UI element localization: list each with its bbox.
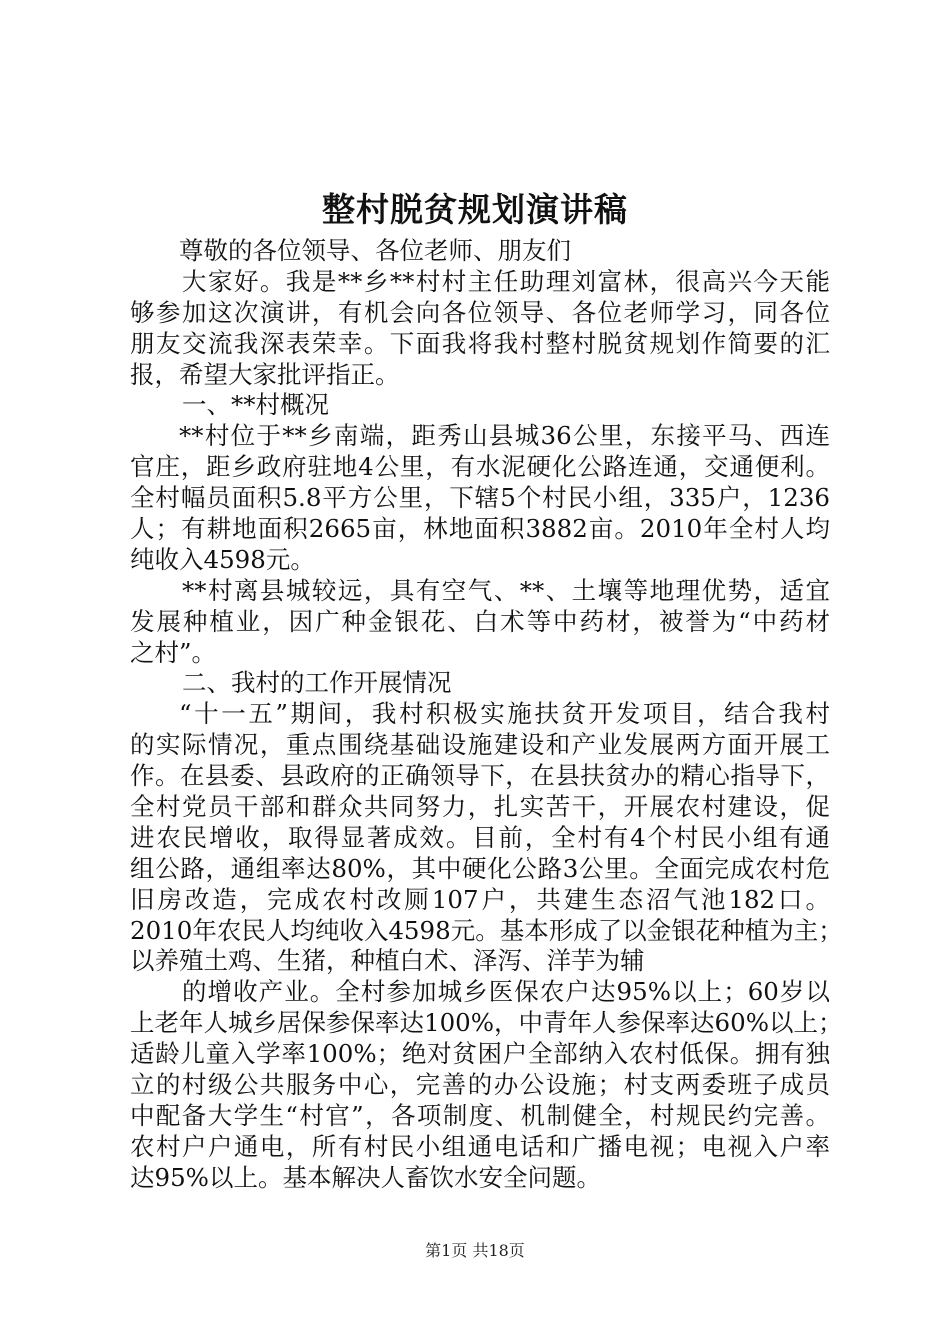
text-line: 之村”。: [130, 637, 217, 667]
text-line: **村离县城较远，具有空气、**、土壤等地理优势，适宜: [182, 575, 830, 605]
text-line: 全村幅员面积5.8平方公里，下辖5个村民小组，335户，1236: [130, 483, 830, 513]
text-line: 大家好。我是**乡**村村主任助理刘富林，很高兴今天能: [182, 266, 830, 296]
text-line: 报，希望大家批评指正。: [130, 359, 400, 389]
text-line: 旧房改造，完成农村改厕107户，共建生态沼气池182口。: [130, 884, 830, 914]
text-line: 作。在县委、县政府的正确领导下，在县扶贫办的精心指导下，: [130, 761, 830, 791]
text-line: 达95%以上。基本解决人畜饮水安全问题。: [130, 1162, 601, 1192]
page-number: 第1页 共18页: [425, 1241, 525, 1260]
text-line: 发展种植业，因广种金银花、白术等中药材，被誉为“中药材: [130, 606, 830, 636]
text-line: 朋友交流我深表荣幸。下面我将我村整村脱贫规划作简要的汇: [130, 328, 830, 358]
text-line: 够参加这次演讲，有机会向各位领导、各位老师学习，同各位: [130, 297, 830, 327]
document-body: [130, 236, 843, 1194]
text-line: 进农民增收，取得显著成效。目前，全村有4个村民小组有通: [130, 822, 830, 852]
text-line: 以养殖土鸡、生猪，种植白术、泽泻、洋芋为辅: [130, 946, 645, 976]
text-line: 组公路，通组率达80%，其中硬化公路3公里。全面完成农村危: [130, 853, 830, 883]
text-line: 尊敬的各位领导、各位老师、朋友们: [179, 236, 571, 265]
text-line: 农村户户通电，所有村民小组通电话和广播电视；电视入户率: [130, 1131, 830, 1161]
text-line: 纯收入4598元。: [130, 544, 315, 574]
text-line: 2010年农民人均纯收入4598元。基本形成了以金银花种植为主；: [130, 915, 843, 945]
text-line: 上老年人城乡居保参保率达100%，中青年人参保率达60%以上；: [130, 1008, 843, 1038]
document-title: 整村脱贫规划演讲稿: [322, 190, 628, 229]
text-line: 适龄儿童入学率100%；绝对贫困户全部纳入农村低保。拥有独: [130, 1039, 830, 1069]
text-line: 人；有耕地面积2665亩，林地面积3882亩。2010年全村人均: [130, 514, 830, 544]
text-line: 全村党员干部和群众共同努力，扎实苦干，开展农村建设，促: [130, 792, 830, 822]
text-line: “十一五”期间，我村积极实施扶贫开发项目，结合我村: [179, 699, 830, 729]
section-heading: 一、**村概况: [182, 390, 329, 420]
section-heading: 二、我村的工作开展情况: [182, 668, 452, 698]
text-line: 的实际情况，重点围绕基础设施建设和产业发展两方面开展工: [130, 730, 830, 760]
text-line: **村位于**乡南端，距秀山县城36公里，东接平马、西连: [179, 421, 830, 451]
text-line: 中配备大学生“村官”，各项制度、机制健全，村规民约完善。: [130, 1100, 830, 1130]
text-line: 的增收产业。全村参加城乡医保农户达95%以上；60岁以: [182, 977, 830, 1007]
text-line: 官庄，距乡政府驻地4公里，有水泥硬化公路连通，交通便利。: [130, 452, 830, 482]
text-line: 立的村级公共服务中心，完善的办公设施；村支两委班子成员: [130, 1070, 830, 1100]
